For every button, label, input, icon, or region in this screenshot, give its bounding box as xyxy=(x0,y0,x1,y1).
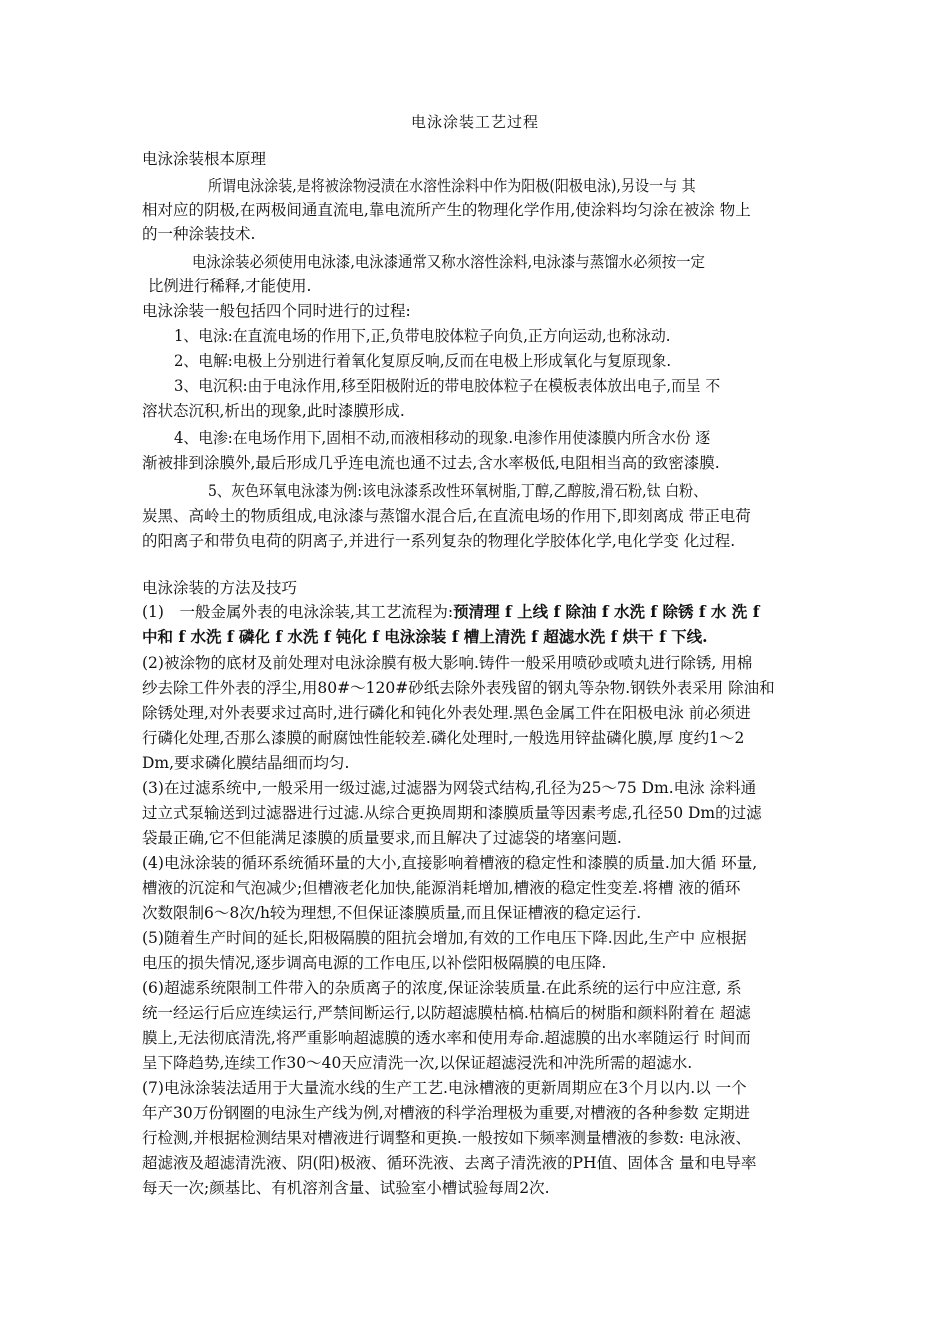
method-item-1-text: (1) 一般金属外表的电泳涂装,其工艺流程为: xyxy=(142,603,454,621)
example-paragraph-cont: 的阳离子和带负电荷的阴离子,并进行一系列复杂的物理化学胶体化学,电化学变 化过程. xyxy=(142,532,736,550)
process-item-osmosis: 4、电渗:在电场作用下,固相不动,而液相移动的现象.电渗作用使漆膜内所含水份 逐 xyxy=(174,429,711,447)
method-item-7-cont: 超滤液及超滤清洗液、阴(阳)极液、循环洗液、去离子清洗液的PH值、固体含 量和电导率 xyxy=(142,1154,757,1172)
method-item-3: (3)在过滤系统中,一般采用一级过滤,过滤器为网袋式结构,孔径为25〜75 Dm.电泳 涂料通 xyxy=(142,779,757,797)
method-item-5-cont: 电压的损失情况,逐步调高电源的工作电压,以补偿阳极隔膜的电压降. xyxy=(142,954,607,972)
example-paragraph-cont: 炭黑、高岭土的物质组成,电泳漆与蒸馏水混合后,在直流电场的作用下,即刻离成 带正电荷 xyxy=(142,507,751,525)
paragraph-line: 所谓电泳涂装,是将被涂物浸渍在水溶性涂料中作为阳极(阳极电泳),另设一与 其 xyxy=(208,177,696,195)
process-flow-text-cont: 中和 f 水洗 f 磷化 f 水洗 f 钝化 f 电泳涂装 f 槽上清洗 f 超滤水洗 f 烘干 f 下线. xyxy=(142,627,708,646)
method-item-6: (6)超滤系统限制工件带入的杂质离子的浓度,保证涂装质量.在此系统的运行中应注意, 系 xyxy=(142,979,742,997)
method-item-7-cont: 每天一次;颜基比、有机溶剂含量、试验室小槽试验每周2次. xyxy=(142,1179,550,1197)
paragraph-line: 的一种涂装技术. xyxy=(142,225,256,243)
method-item-6-cont: 膜上,无法彻底清洗,将严重影响超滤膜的透水率和使用寿命.超滤膜的出水率随运行 时间而 xyxy=(142,1029,751,1047)
paragraph-line: 相对应的阴极,在两极间通直流电,靠电流所产生的物理化学作用,使涂料均匀涂在被涂 物上 xyxy=(142,201,751,219)
example-paragraph: 5、灰色环氧电泳漆为例:该电泳漆系改性环氧树脂,丁醇,乙醇胺,滑石粉,钛 白粉、 xyxy=(208,482,708,500)
method-item-7-cont: 年产30万份钢圈的电泳生产线为例,对槽液的科学治理极为重要,对槽液的各种参数 定期进 xyxy=(142,1104,751,1122)
method-item-3-cont: 袋最正确,它不但能满足漆膜的质量要求,而且解决了过滤袋的堵塞问题. xyxy=(142,829,622,847)
method-item-4-cont: 次数限制6〜8次/h较为理想,不但保证漆膜质量,而且保证槽液的稳定运行. xyxy=(142,904,642,922)
process-item-electrophoresis: 1、电泳:在直流电场的作用下,正,负带电胶体粒子向负,正方向运动,也称泳动. xyxy=(174,327,671,345)
process-item-osmosis-cont: 渐被排到涂膜外,最后形成几乎连电流也通不过去,含水率极低,电阻相当高的致密漆膜. xyxy=(142,454,720,472)
process-item-deposition-cont: 溶状态沉积,析出的现象,此时漆膜形成. xyxy=(142,402,405,420)
section-heading-methods: 电泳涂装的方法及技巧 xyxy=(142,579,298,597)
process-intro: 电泳涂装一般包括四个同时进行的过程: xyxy=(142,302,411,320)
method-item-2-cont: 纱去除工件外表的浮尘,用80#〜120#砂纸去除外表残留的钢丸等杂物.钢铁外表采用 除油和 xyxy=(142,679,775,697)
process-item-electrolysis: 2、电解:电极上分别进行着氧化复原反响,反而在电极上形成氧化与复原现象. xyxy=(174,352,672,370)
method-item-3-cont: 过立式泵输送到过滤器进行过滤.从综合更换周期和漆膜质量等因素考虑,孔径50 Dm的过滤 xyxy=(142,804,762,822)
method-item-4-cont: 槽液的沉淀和气泡减少;但槽液老化加快,能源消耗增加,槽液的稳定性变差.将槽 液的循环 xyxy=(142,879,741,897)
method-item-6-cont: 统一经运行后应连续运行,严禁间断运行,以防超滤膜枯槁.枯槁后的树脂和颜料附着在 超滤 xyxy=(142,1004,751,1022)
method-item-2-cont: 除锈处理,对外表要求过高时,进行磷化和钝化外表处理.黑色金属工件在阳极电泳 前必须进 xyxy=(142,704,751,722)
document-title: 电泳涂装工艺过程 xyxy=(410,113,539,131)
method-item-4: (4)电泳涂装的循环系统循环量的大小,直接影响着槽液的稳定性和漆膜的质量.加大循 环量, xyxy=(142,854,758,872)
paragraph-line: 比例进行稀释,才能使用. xyxy=(148,277,312,295)
paragraph-line: 电泳涂装必须使用电泳漆,电泳漆通常又称水溶性涂料,电泳漆与蒸馏水必须按一定 xyxy=(192,253,705,271)
process-flow-text: 预清理 f 上线 f 除油 f 水洗 f 除锈 f 水 洗 f xyxy=(453,602,760,621)
method-item-1 xyxy=(142,601,842,623)
method-item-2-cont: 行磷化处理,否那么漆膜的耐腐蚀性能较差.磷化处理时,一般选用锌盐磷化膜,厚 度约1〜2 xyxy=(142,729,745,747)
method-item-7-cont: 行检测,并根据检测结果对槽液进行调整和更换.一般按如下频率测量槽液的参数: 电泳液、 xyxy=(142,1129,752,1147)
process-item-deposition: 3、电沉积:由于电泳作用,移至阳极附近的带电胶体粒子在模板表体放出电子,而呈 不 xyxy=(174,377,721,395)
method-item-5: (5)随着生产时间的延长,阳极隔膜的阻抗会增加,有效的工作电压下降.因此,生产中 应根据 xyxy=(142,929,747,947)
method-item-6-cont: 呈下降趋势,连续工作30〜40天应清洗一次,以保证超滤浸洗和冲洗所需的超滤水. xyxy=(142,1054,693,1072)
method-item-7: (7)电泳涂装法适用于大量流水线的生产工艺.电泳槽液的更新周期应在3个月以内.以 一个 xyxy=(142,1079,747,1097)
method-item-2-cont: Dm,要求磷化膜结晶细而均匀. xyxy=(142,754,350,772)
method-item-2: (2)被涂物的底材及前处理对电泳涂膜有极大影响.铸件一般采用喷砂或喷丸进行除锈, 用棉 xyxy=(142,654,753,672)
section-heading-principle: 电泳涂装根本原理 xyxy=(142,150,267,168)
